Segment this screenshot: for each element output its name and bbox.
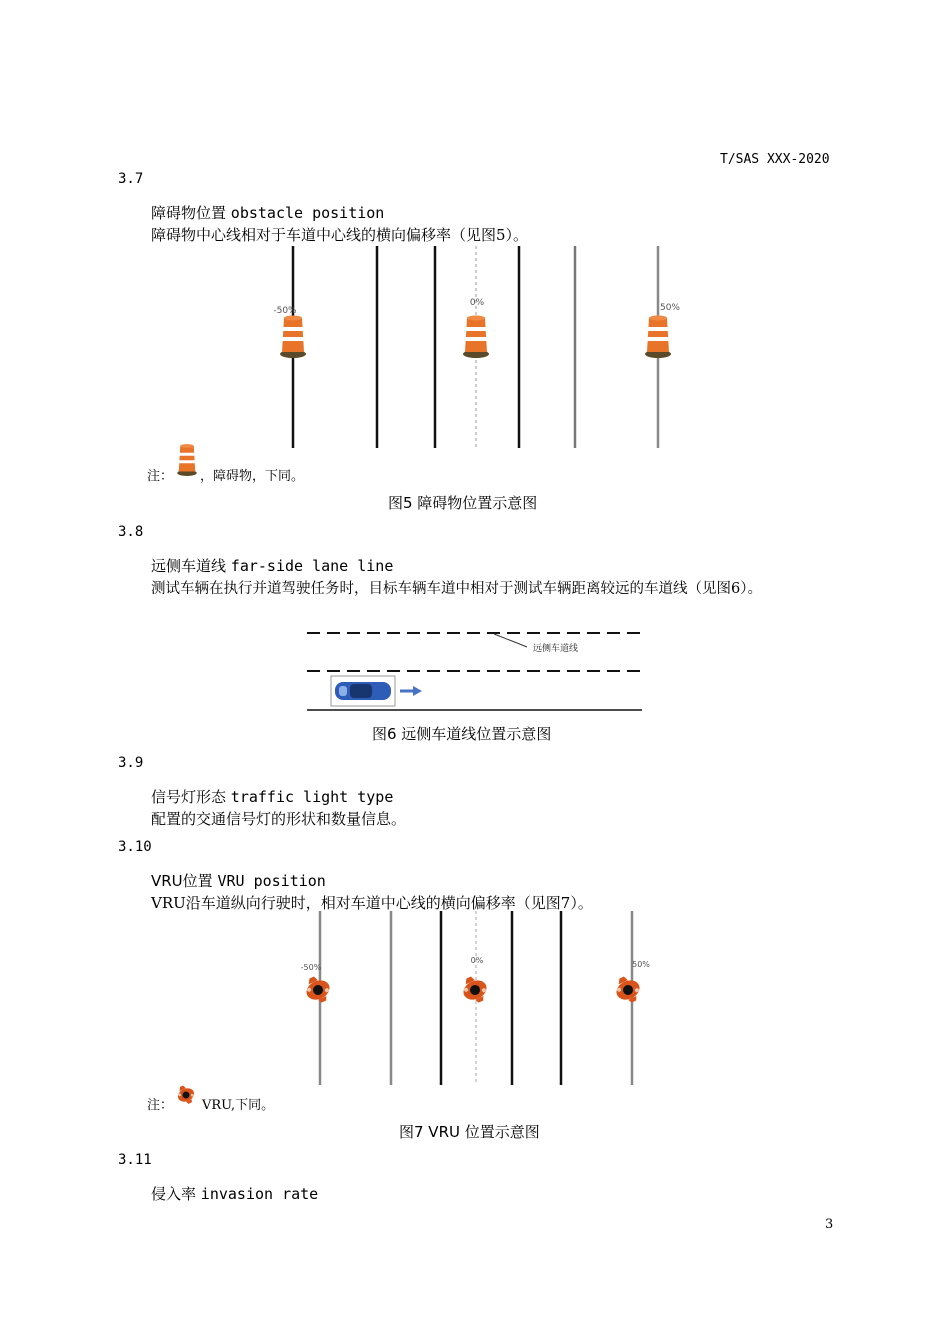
vru-cyclist-icon: [301, 972, 334, 1007]
term-definition: 测试车辆在执行并道驾驶任务时，目标车辆车道中相对于测试车辆距离较远的车道线（见图6）。: [151, 581, 762, 597]
term-cn: 障碍物位置: [151, 204, 227, 222]
figure-caption: 图6 远侧车道线位置示意图: [372, 725, 552, 743]
offset-label: -50%: [273, 306, 297, 316]
obstacle-cone-icon: [280, 316, 306, 359]
term-definition: 配置的交通信号灯的形状和数量信息。: [151, 810, 407, 828]
figure-caption: 图5 障碍物位置示意图: [388, 494, 538, 512]
figure-caption: 图7 VRU 位置示意图: [399, 1123, 540, 1141]
term-cn: VRU位置: [151, 872, 213, 890]
term-heading: [151, 1183, 318, 1204]
term-definition: 障碍物中心线相对于车道中心线的横向偏移率（见图5）。: [151, 226, 529, 244]
term-en: obstacle position: [230, 204, 385, 222]
offset-label: 50%: [659, 303, 681, 313]
term-heading: [151, 555, 393, 576]
callout-leader-line: [494, 634, 527, 647]
section-number: 3.9: [118, 755, 144, 771]
offset-label: 0%: [470, 956, 484, 965]
section-number: 3.7: [118, 171, 144, 187]
section-number: 3.8: [118, 524, 144, 540]
vru-cyclist-icon: [611, 972, 644, 1007]
term-en: VRU position: [217, 872, 326, 890]
figure-note-text: VRU,下同。: [202, 1098, 275, 1113]
term-en: traffic light type: [230, 788, 394, 806]
term-heading: [151, 786, 393, 807]
obstacle-cone-icon: [463, 316, 489, 359]
section-number: 3.10: [118, 839, 152, 855]
offset-label: 50%: [632, 960, 650, 969]
term-definition: VRU沿车道纵向行驶时，相对车道中心线的横向偏移率（见图7）。: [151, 894, 593, 912]
doc-code: T/SAS XXX-2020: [720, 152, 830, 167]
obstacle-cone-icon: [645, 316, 671, 359]
vru-cyclist-icon: [458, 972, 491, 1007]
term-heading: [151, 870, 326, 891]
arrow-right-icon: [400, 686, 422, 696]
term-en: far-side lane line: [230, 557, 394, 575]
term-cn: 信号灯形态: [151, 788, 227, 806]
figure-note-text: ，障碍物，下同。: [200, 469, 305, 484]
offset-label: -50%: [300, 963, 322, 972]
section-number: 3.11: [118, 1152, 152, 1168]
offset-label: 0%: [469, 298, 485, 308]
page-number: 3: [825, 1217, 834, 1232]
figure-note-label: 注：: [147, 1098, 174, 1113]
figure-note-label: 注：: [147, 469, 174, 484]
term-cn: 侵入率: [151, 1185, 197, 1203]
vru-cyclist-icon: [174, 1083, 197, 1107]
term-en: invasion rate: [200, 1185, 319, 1203]
term-cn: 远侧车道线: [151, 557, 227, 575]
far-side-lane-line-label: 远侧车道线: [533, 644, 579, 654]
car-icon: [335, 682, 391, 700]
obstacle-cone-icon: [177, 444, 197, 476]
